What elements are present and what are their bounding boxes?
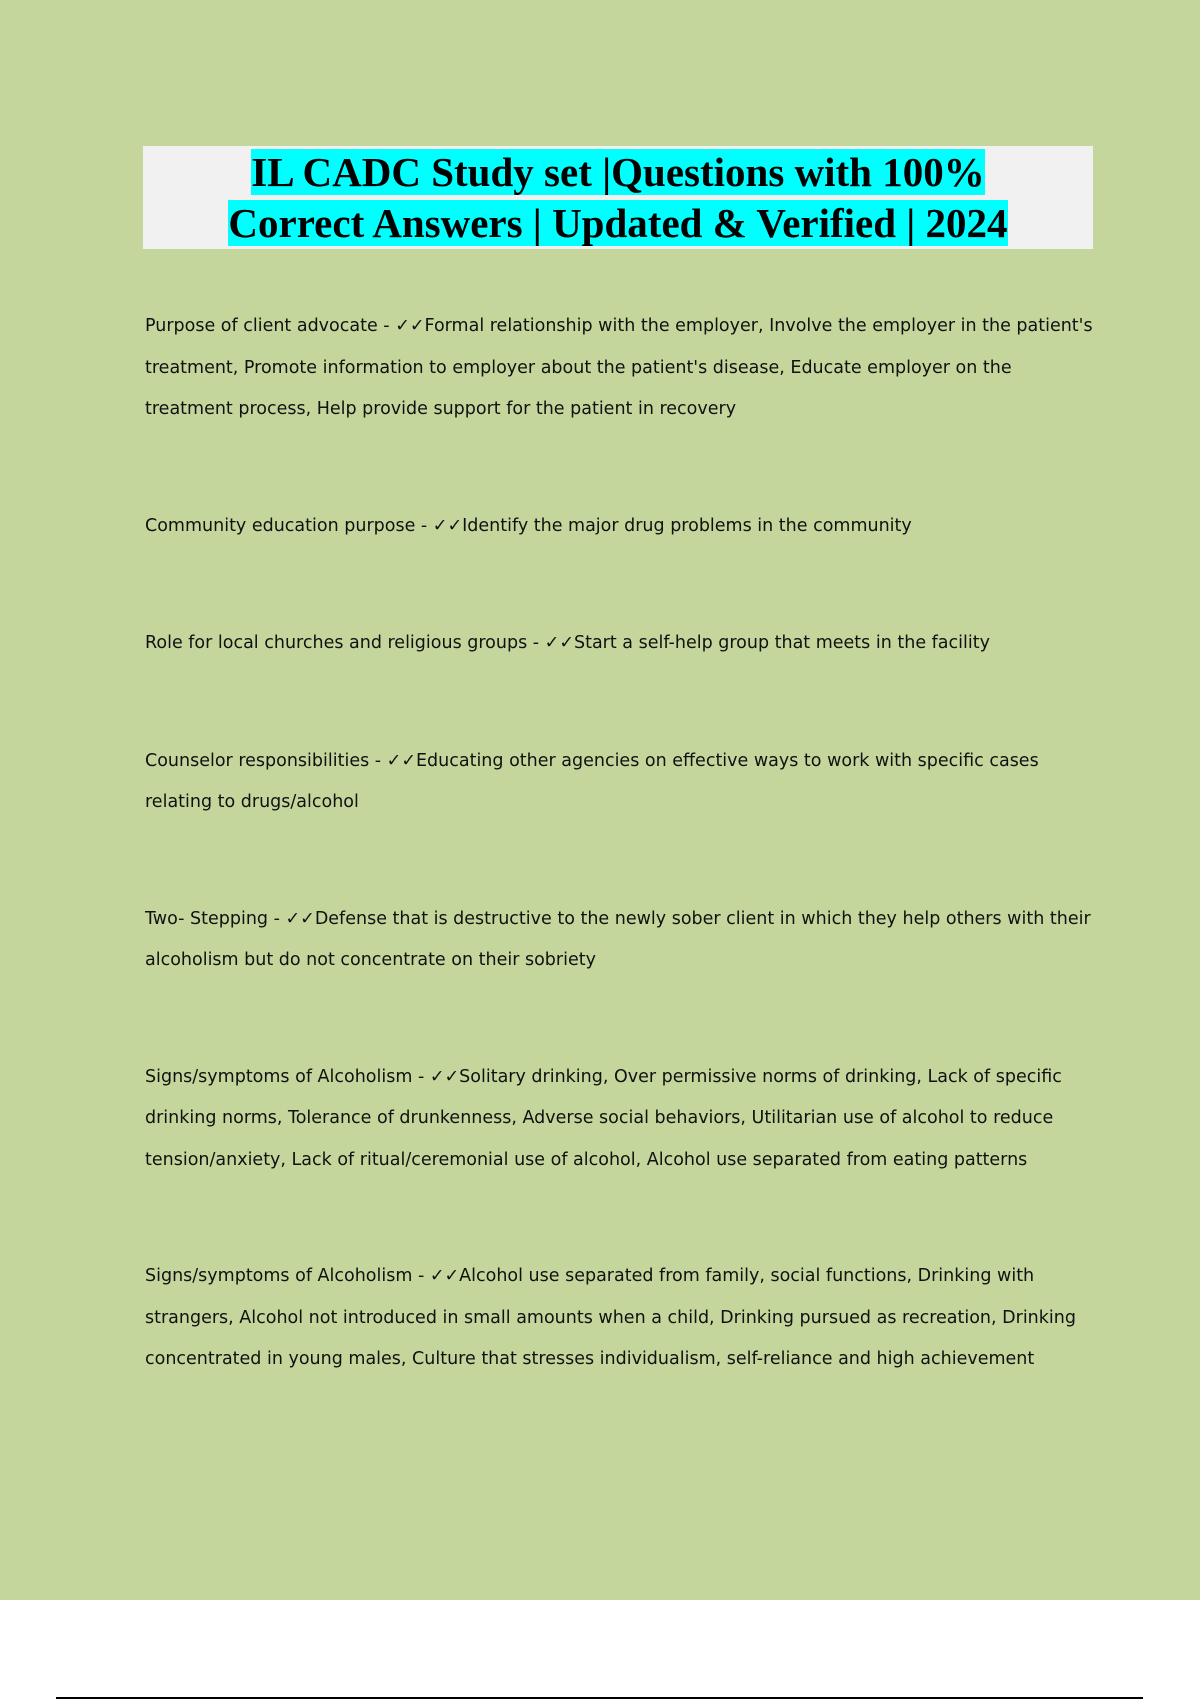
qa-entry [145, 741, 1095, 824]
title-line-2: Correct Answers | Updated & Verified | 2024 [228, 199, 1008, 246]
entry-answer: Alcohol use separated from family, social functions, Drinking with strangers, Alcohol not introduced in small amounts when a child, Drinking pursued as recreation, Drinking concentrated in young males, Culture that stresses individualism, self-reliance and high achievement [145, 1266, 1076, 1369]
qa-entry [145, 1057, 1095, 1182]
entry-separator: - [527, 633, 545, 653]
entry-answer: Identify the major drug problems in the community [462, 515, 912, 536]
qa-entry [145, 506, 1095, 548]
check-icon: ✓✓ [432, 515, 463, 536]
document-title [228, 147, 1007, 249]
entry-separator: - [412, 1266, 430, 1286]
entry-separator: - [369, 750, 387, 771]
qa-entry [145, 306, 1095, 431]
entry-answer: Educating other agencies on effective ways to work with specific cases relating to drugs/alcohol [145, 750, 1039, 812]
qa-list [145, 306, 1095, 1381]
entry-answer: Solitary drinking, Over permissive norms of drinking, Lack of specific drinking norms, Tolerance of drunkenness, Adverse social behaviors, Utilitarian use of alcohol to reduce tension/anxiety, Lack of ritual/ceremonial use of alcohol, Alcohol use separated from eating patterns [145, 1066, 1062, 1170]
entry-separator: - [412, 1066, 430, 1087]
qa-entry [145, 623, 1095, 665]
entry-term: Two- Stepping [145, 908, 269, 929]
check-icon: ✓✓ [285, 908, 315, 929]
qa-entry [145, 899, 1095, 982]
qa-entry [145, 1256, 1095, 1381]
entry-answer: Start a self-help group that meets in the facility [573, 633, 990, 653]
check-icon: ✓✓ [429, 1266, 460, 1286]
entry-term: Counselor responsibilities [145, 750, 370, 771]
title-line-1: IL CADC Study set |Questions with 100% [251, 148, 985, 195]
check-icon: ✓✓ [429, 1066, 460, 1087]
entry-separator: - [377, 316, 396, 336]
entry-answer: Formal relationship with the employer, Involve the employer in the patient's treatment, Promote information to employer about the patient's disease, Educate employer on the treatment process, Help provide support for the patient in recovery [145, 316, 1093, 419]
entry-term: Signs/symptoms of Alcoholism [145, 1066, 413, 1087]
footer-divider [56, 1697, 1143, 1699]
entry-term: Signs/symptoms of Alcoholism [145, 1266, 413, 1286]
entry-term: Purpose of client advocate [145, 316, 378, 336]
check-icon: ✓✓ [386, 750, 416, 771]
entry-term: Community education purpose [145, 515, 416, 536]
entry-answer: Defense that is destructive to the newly sober client in which they help others with their alcoholism but do not concentrate on their sobriety [145, 908, 1091, 970]
title-box [143, 146, 1093, 249]
entry-term: Role for local churches and religious groups [145, 633, 528, 653]
entry-separator: - [268, 908, 286, 929]
entry-separator: - [415, 515, 433, 536]
check-icon: ✓✓ [395, 316, 425, 336]
check-icon: ✓✓ [544, 633, 574, 653]
